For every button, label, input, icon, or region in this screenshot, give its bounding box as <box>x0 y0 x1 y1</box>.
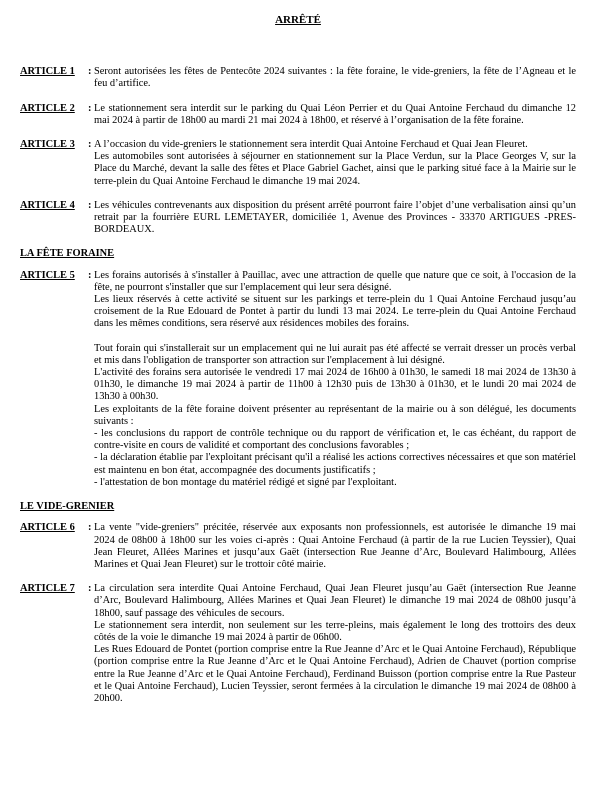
article-paragraph: Le stationnement sera interdit, non seulement sur les terre-pleins, mais également le long des trottoirs des deux côtés de la voie le dimanche 19 mai 2024 à partir de 06h00. <box>94 619 576 643</box>
article-label: ARTICLE 7 <box>20 583 75 595</box>
section-heading-vide-grenier: LE VIDE-GRENIER <box>20 501 115 513</box>
article-paragraph: Les automobiles sont autorisées à séjourner en stationnement sur la Place Verdun, sur la Place Georges V, sur la Place du Marché, devant la salle des fêtes et Place Gabriel Gachet, ainsi que le parking situé face à la Mairie sur le terre-plein du Quai Antoine Ferchaud le dimanche 19 mai 2024. <box>94 151 576 187</box>
article-label: ARTICLE 2 <box>20 102 75 114</box>
article-body <box>94 103 576 127</box>
article-paragraph: Les exploitants de la fête foraine doivent présenter au représentant de la mairie ou à son délégué, les documents suivants : <box>94 403 576 427</box>
document-page <box>20 14 576 717</box>
article-body <box>94 522 576 571</box>
article-paragraph: Tout forain qui s'installerait sur un emplacement qui ne lui aurait pas été affecté se verrait dresser un procès verbal et mis dans l'obligation de transporter son attraction sur l'emplacement à lui désigné. <box>94 342 576 366</box>
article-body <box>94 66 576 90</box>
article-3: ARTICLE 3 : A l’occasion du vide-greniers le stationnement sera interdit Quai Antoine Ferchaud et Quai Jean Fleuret. Les automobiles sont autorisées à séjourner en stationnement sur la Place Verdun, sur la Place Georges V, sur la Place du Marché, devant la salle des fêtes et Place Gabriel Gachet, ainsi que le parking situé face à la Mairie sur le terre-plein du Quai Antoine Ferchaud le dimanche 19 mai 2024. <box>20 139 576 187</box>
article-paragraph: Les Rues Edouard de Pontet (portion comprise entre la Rue Jeanne d’Arc et le Quai Antoine Ferchaud), République (portion comprise entre la Rue Jeanne d’Arc et le Quai Antoine Ferchaud), Adrien de Chauvet (portion comprise entre la Rue Jeanne d’Arc et le Quai Antoine Ferchaud), Ferdinand Buisson (portion comprise entre la Rue Pasteur et le Quai Antoine Ferchaud), Lucien Teyssier, seront fermées à la circulation le dimanche 19 mai 2024 de 08h00 à 20h00. <box>94 644 576 704</box>
article-2: ARTICLE 2 : Le stationnement sera interdit sur le parking du Quai Léon Perrier et du Quai Antoine Ferchaud du dimanche 12 mai 2024 à partir de 18h00 au mardi 21 mai 2024 à 18h00, et réservé à l’organisation de la fête foraine. <box>20 102 576 126</box>
article-paragraph: Les forains autorisés à s'installer à Pauillac, avec une attraction de quelle que nature que ce soit, à l'occasion de la fête, ne pourront s'installer que sur l'emplacement qui leur sera désigné. <box>94 269 576 293</box>
list-item: - la déclaration établie par l'exploitant précisant qu'il a réalisé les actions correctives nécessaires et que son matériel est maintenu en bon état, accompagnée des documents justificatifs ; <box>94 452 576 476</box>
section-heading-fete-foraine: LA FÊTE FORAINE <box>20 248 115 260</box>
article-label: ARTICLE 1 <box>20 66 75 78</box>
article-body <box>94 270 576 489</box>
article-7: ARTICLE 7 : La circulation sera interdite Quai Antoine Ferchaud, Quai Jean Fleuret jusqu’au Gaët (intersection Rue Jeanne d’Arc, Boulevard Halimbourg, Allées Marines et Quai Jean Fleuret) le dimanche 19 mai 2024 de 08h00 jusqu’à 18h00, sauf passage des véhicules de secours. Le stationnement sera interdit, non seulement sur les terre-pleins, mais également le long des trottoirs des deux côtés de la voie le dimanche 19 mai 2024 à partir de 06h00. Les Rues Edouard de Pontet (portion comprise entre la Rue Jeanne d’Arc et le Quai Antoine Ferchaud), République (portion comprise entre la Rue Jeanne d’Arc et le Quai Antoine Ferchaud), Adrien de Chauvet (portion comprise entre la Rue Jeanne d’Arc et le Quai Antoine Ferchaud), Ferdinand Buisson (portion comprise entre la Rue Pasteur et le Quai Antoine Ferchaud), Lucien Teyssier, seront fermées à la circulation le dimanche 19 mai 2024 de 08h00 à 20h00. <box>20 583 576 704</box>
article-4: ARTICLE 4 : Les véhicules contrevenants aux disposition du présent arrêté pourront faire l’objet d’une verbalisation ainsi qu’un retrait par la fourrière EURL LEMETAYER, domiciliée 1, Avenue des Provinces - 33370 ARTIGUES -PRES-BORDEAUX. <box>20 199 576 236</box>
article-paragraph: Seront autorisées les fêtes de Pentecôte 2024 suivantes : la fête foraine, le vide-greniers, la fête de l’Agneau et le feu d’artifice. <box>94 66 576 90</box>
article-paragraph: A l’occasion du vide-greniers le stationnement sera interdit Quai Antoine Ferchaud et Quai Jean Fleuret. <box>94 139 528 151</box>
article-1: ARTICLE 1 : Seront autorisées les fêtes de Pentecôte 2024 suivantes : la fête foraine, le vide-greniers, la fête de l’Agneau et le feu d’artifice. <box>20 66 576 90</box>
article-6: ARTICLE 6 : La vente "vide-greniers" précitée, réservée aux exposants non professionnels, est autorisée le dimanche 19 mai 2024 de 08h00 à 18h00 sur les voies ci-après : Quai Antoine Ferchaud (à partir de la rue Lucien Teyssier), Quai Jean Fleuret, Allées Marines et jusqu’aux Gaët (intersection Rue Jeanne d’Arc, Boulevard Halimbourg, Allées Marines et Quai Jean Fleuret) sur le trottoir côté mairie. <box>20 522 576 570</box>
article-label: ARTICLE 4 <box>20 199 75 211</box>
article-label: ARTICLE 3 <box>20 139 75 151</box>
article-paragraph: La vente "vide-greniers" précitée, réservée aux exposants non professionnels, est autorisée le dimanche 19 mai 2024 de 08h00 à 18h00 sur les voies ci-après : Quai Antoine Ferchaud (à partir de la rue Lucien Teyssier), Quai Jean Fleuret, Allées Marines et jusqu’aux Gaët (intersection Rue Jeanne d’Arc, Boulevard Halimbourg, Allées Marines et Quai Jean Fleuret) sur le trottoir côté mairie. <box>94 522 576 570</box>
article-label: ARTICLE 5 <box>20 269 75 281</box>
article-paragraph: La circulation sera interdite Quai Antoine Ferchaud, Quai Jean Fleuret jusqu’au Gaët (intersection Rue Jeanne d’Arc, Boulevard Halimbourg, Allées Marines et Quai Jean Fleuret) le dimanche 19 mai 2024 de 08h00 jusqu’à 18h00, sauf passage des véhicules de secours. <box>94 583 576 619</box>
list-item: - les conclusions du rapport de contrôle technique ou du rapport de vérification et, le cas échéant, du rapport de contre-visite en cours de validité et comportant des conclusions favorables ; <box>94 428 576 452</box>
article-paragraph: Les lieux réservés à cette activité se situent sur les parkings et terre-plein du 1 Quai Antoine Ferchaud jusqu’au croisement de la Rue Edouard de Pontet à partir du lundi 13 mai 2024. Le terre-plein du Quai Antoine Ferchaud dans les mêmes conditions, sera réservé aux résidences mobiles des forains. <box>94 294 576 330</box>
article-body <box>94 139 576 188</box>
article-paragraph: Les véhicules contrevenants aux disposition du présent arrêté pourront faire l’objet d’une verbalisation ainsi qu’un retrait par la fourrière EURL LEMETAYER, domiciliée 1, Avenue des Provinces - 33370 ARTIGUES -PRES-BORDEAUX. <box>94 199 576 236</box>
article-5: ARTICLE 5 : Les forains autorisés à s'installer à Pauillac, avec une attraction de quelle que nature que ce soit, à l'occasion de la fête, ne pourront s'installer que sur l'emplacement qui leur sera désigné. Les lieux réservés à cette activité se situent sur les parkings et terre-plein du 1 Quai Antoine Ferchaud jusqu’au croisement de la Rue Edouard de Pontet à partir du lundi 13 mai 2024. Le terre-plein du Quai Antoine Ferchaud dans les mêmes conditions, sera réservé aux résidences mobiles des forains. Tout forain qui s'installerait sur un emplacement qui ne lui aurait pas été affecté se verrait dresser un procès verbal et mis dans l'obligation de transporter son attraction sur l'emplacement à lui désigné. L'activité des forains sera autorisée le vendredi 17 mai 2024 de 16h00 à 01h30, le samedi 18 mai 2024 de 13h30 à 01h30, le dimanche 19 mai 2024 à partir de 11h00 à 12h30 puis de 13h30 à 01h30, et le lundi 20 mai 2024 de 13h30 à 00h30. Les exploitants de la fête foraine doivent présenter au représentant de la mairie ou à son délégué, les documents suivants : - les conclusions du rapport de contrôle technique ou du rapport de vérification et, le cas échéant, du rapport de contre-visite en cours de validité et comportant des conclusions favorables ; - la déclaration établie par l'exploitant précisant qu'il a réalisé les actions correctives nécessaires et que son matériel est maintenu en bon état, accompagnée des documents justificatifs ; - l'attestation de bon montage du matériel rédigé et signé par l'exploitant. <box>20 269 576 488</box>
document-title: ARRÊTÉ <box>275 14 321 26</box>
article-paragraph: Le stationnement sera interdit sur le parking du Quai Léon Perrier et du Quai Antoine Ferchaud du dimanche 12 mai 2024 à partir de 18h00 au mardi 21 mai 2024 à 18h00, et réservé à l’organisation de la fête foraine. <box>94 102 576 126</box>
article-label: ARTICLE 6 <box>20 522 75 534</box>
article-body <box>94 200 576 237</box>
article-paragraph: L'activité des forains sera autorisée le vendredi 17 mai 2024 de 16h00 à 01h30, le samedi 18 mai 2024 de 13h30 à 01h30, le dimanche 19 mai 2024 à partir de 11h00 à 12h30 puis de 13h30 à 01h30, et le lundi 20 mai 2024 de 13h30 à 00h30. <box>94 367 576 403</box>
article-body <box>94 583 576 705</box>
list-item: - l'attestation de bon montage du matériel rédigé et signé par l'exploitant. <box>94 476 397 488</box>
